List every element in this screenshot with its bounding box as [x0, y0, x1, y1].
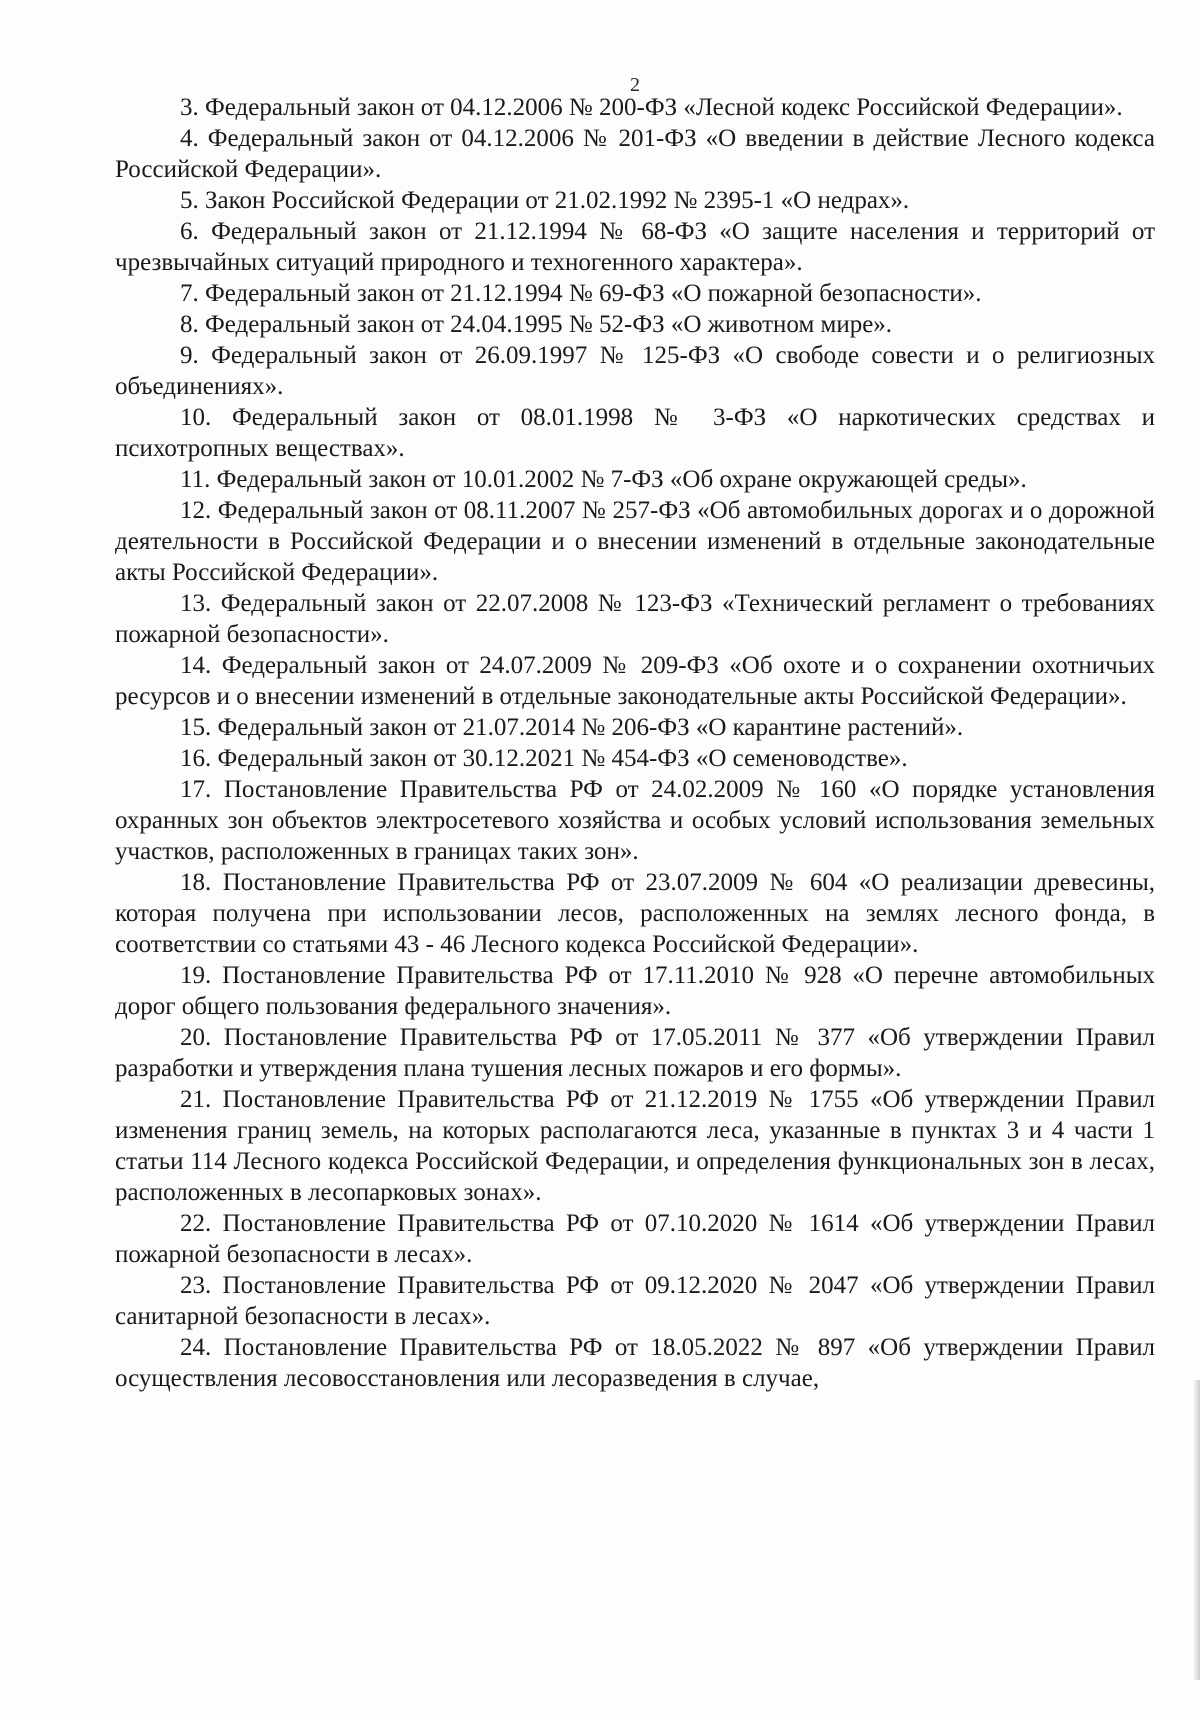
item-text: Федеральный закон от 26.09.1997 № 125-ФЗ «О свободе совести и о религиозных объединениях».: [115, 342, 1156, 400]
item-number: 19.: [180, 962, 212, 989]
item-text: Постановление Правительства РФ от 18.05.2022 № 897 «Об утверждении Правил осуществления лесовосстановления или лесоразведения в случае,: [115, 1334, 1155, 1392]
item-number: 17.: [180, 776, 212, 803]
list-item: [115, 1022, 1155, 1084]
item-text: Федеральный закон от 10.01.2002 № 7-ФЗ «Об охране окружающей среды».: [216, 466, 1027, 493]
list-item: [115, 278, 1155, 309]
list-item: [115, 1332, 1155, 1394]
list-item: [115, 340, 1155, 402]
item-number: 8.: [180, 311, 199, 338]
item-text: Постановление Правительства РФ от 07.10.2020 № 1614 «Об утверждении Правил пожарной безопасности в лесах».: [115, 1210, 1156, 1268]
item-text: Федеральный закон от 21.12.1994 № 68-ФЗ «О защите населения и территорий от чрезвычайных ситуаций природного и техногенного характера».: [115, 218, 1155, 276]
item-number: 16.: [180, 745, 212, 772]
item-number: 5.: [180, 187, 199, 214]
item-text: Постановление Правительства РФ от 09.12.2020 № 2047 «Об утверждении Правил санитарной безопасности в лесах».: [115, 1272, 1156, 1330]
document-body: [115, 92, 1155, 1394]
item-number: 3.: [180, 94, 199, 121]
item-text: Федеральный закон от 04.12.2006 № 200-ФЗ «Лесной кодекс Российской Федерации».: [205, 94, 1123, 121]
list-item: [115, 309, 1155, 340]
item-number: 24.: [180, 1334, 212, 1361]
item-text: Федеральный закон от 08.11.2007 № 257-ФЗ «Об автомобильных дорогах и о дорожной деятельности в Российской Федерации и о внесении изменений в отдельные законодательные акты Российской Федерации».: [115, 497, 1155, 586]
list-item: [115, 1270, 1155, 1332]
list-item: [115, 123, 1155, 185]
item-text: Закон Российской Федерации от 21.02.1992 № 2395-1 «О недрах».: [205, 187, 910, 214]
list-item: [115, 1208, 1155, 1270]
list-item: [115, 650, 1155, 712]
item-text: Постановление Правительства РФ от 21.12.2019 № 1755 «Об утверждении Правил изменения границ земель, на которых располагаются леса, указанные в пунктах 3 и 4 части 1 статьи 114 Лесного кодекса Российской Федерации, и определения функциональных зон в лесах, расположенных в лесопарковых зонах».: [115, 1086, 1156, 1206]
list-item: [115, 495, 1155, 588]
item-text: Федеральный закон от 08.01.1998 № 3-ФЗ «О наркотических средствах и психотропных веществах».: [115, 404, 1155, 462]
item-number: 23.: [180, 1272, 212, 1299]
item-text: Постановление Правительства РФ от 24.02.2009 № 160 «О порядке установления охранных зон объектов электросетевого хозяйства и особых условий использования земельных участков, расположенных в границах таких зон».: [115, 776, 1156, 865]
list-item: [115, 216, 1155, 278]
item-number: 7.: [180, 280, 199, 307]
item-text: Федеральный закон от 24.07.2009 № 209-ФЗ «Об охоте и о сохранении охотничьих ресурсов и о внесении изменений в отдельные законодательные акты Российской Федерации».: [115, 652, 1155, 710]
item-number: 4.: [180, 125, 199, 152]
list-item: [115, 92, 1155, 123]
item-text: Федеральный закон от 30.12.2021 № 454-ФЗ «О семеноводстве».: [217, 745, 908, 772]
scan-edge-shadow: [1194, 1380, 1200, 1680]
item-number: 9.: [180, 342, 199, 369]
item-number: 22.: [180, 1210, 212, 1237]
list-item: [115, 774, 1155, 867]
item-number: 21.: [180, 1086, 212, 1113]
list-item: [115, 588, 1155, 650]
item-text: Постановление Правительства РФ от 23.07.2009 № 604 «О реализации древесины, которая получена при использовании лесов, расположенных на землях лесного фонда, в соответствии со статьями 43 - 46 Лесного кодекса Российской Федерации».: [115, 869, 1155, 958]
item-text: Федеральный закон от 21.07.2014 № 206-ФЗ «О карантине растений».: [217, 714, 964, 741]
item-number: 13.: [180, 590, 212, 617]
item-number: 14.: [180, 652, 212, 679]
list-item: [115, 185, 1155, 216]
item-number: 18.: [180, 869, 212, 896]
page-number: 2: [630, 74, 640, 96]
item-text: Постановление Правительства РФ от 17.11.2010 № 928 «О перечне автомобильных дорог общего пользования федерального значения».: [115, 962, 1156, 1020]
item-text: Федеральный закон от 22.07.2008 № 123-ФЗ «Технический регламент о требованиях пожарной безопасности».: [115, 590, 1155, 648]
item-number: 20.: [180, 1024, 212, 1051]
item-text: Федеральный закон от 21.12.1994 № 69-ФЗ «О пожарной безопасности».: [205, 280, 982, 307]
list-item: [115, 1084, 1155, 1208]
list-item: [115, 712, 1155, 743]
item-text: Федеральный закон от 24.04.1995 № 52-ФЗ «О животном мире».: [205, 311, 893, 338]
item-number: 15.: [180, 714, 212, 741]
item-number: 12.: [180, 497, 212, 524]
item-number: 11.: [180, 466, 211, 493]
item-number: 6.: [180, 218, 199, 245]
list-item: [115, 867, 1155, 960]
item-number: 10.: [180, 404, 212, 431]
list-item: [115, 464, 1155, 495]
list-item: [115, 960, 1155, 1022]
list-item: [115, 402, 1155, 464]
list-item: [115, 743, 1155, 774]
item-text: Федеральный закон от 04.12.2006 № 201-ФЗ «О введении в действие Лесного кодекса Российской Федерации».: [115, 125, 1156, 183]
item-text: Постановление Правительства РФ от 17.05.2011 № 377 «Об утверждении Правил разработки и утверждения плана тушения лесных пожаров и его формы».: [115, 1024, 1155, 1082]
